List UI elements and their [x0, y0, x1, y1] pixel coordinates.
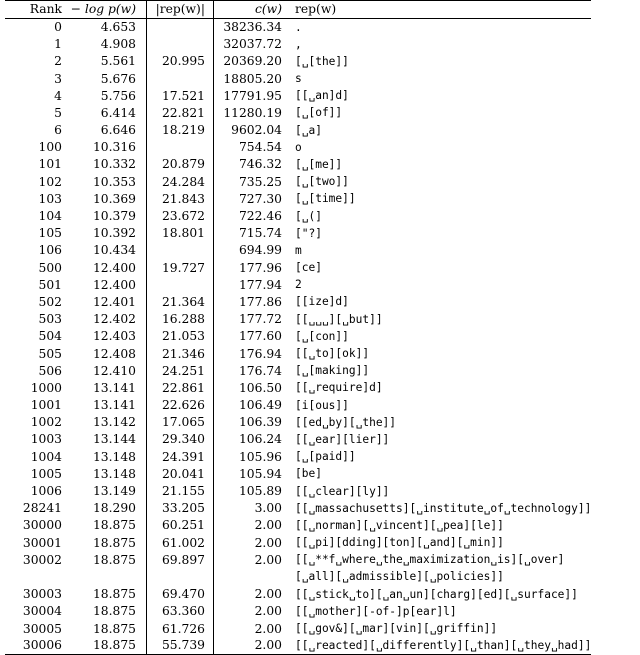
table-row — [5, 190, 591, 207]
cell-count: 2.00 — [254, 535, 282, 550]
cell-rep: [[␣mother][-of-]p[ear]l] — [295, 604, 457, 618]
cell-count: 2.00 — [254, 587, 282, 602]
cell-rank: 1006 — [30, 484, 62, 498]
cell-neg-log-p: 13.141 — [92, 380, 136, 395]
cell-rank: 106 — [38, 243, 62, 258]
cell-rep-length — [147, 36, 214, 53]
cell-rank: 505 — [38, 346, 62, 361]
table-row — [5, 139, 591, 156]
cell-rank: 1004 — [30, 449, 62, 464]
cell-rank: 506 — [38, 363, 62, 378]
table-row — [5, 534, 591, 551]
cell-neg-log-p: 10.332 — [92, 157, 136, 172]
cell-neg-log-p: 10.379 — [92, 209, 136, 223]
cell-rep: [[␣norman][␣vincent][␣pea][le]] — [295, 518, 504, 532]
cell-count: 106.50 — [238, 380, 282, 395]
cell-rep: [[␣massachusetts][␣institute␣of␣technology]] — [295, 501, 592, 515]
cell-rep-length: 19.727 — [147, 259, 214, 276]
cell-rep-length: 18.801 — [147, 225, 214, 242]
table-row — [5, 87, 591, 104]
cell-rep: [␣a] — [295, 123, 322, 137]
table-row — [5, 53, 591, 70]
cell-rep: [[␣reacted][␣differently][␣than][␣they␣had]] — [295, 638, 592, 652]
cell-rank: 5 — [54, 105, 62, 120]
cell-rank: 3 — [54, 71, 62, 86]
table-row — [5, 620, 591, 637]
cell-count: 177.96 — [238, 260, 282, 275]
cell-rep: [␣[making]] — [295, 364, 370, 378]
table-row — [5, 225, 591, 242]
cell-neg-log-p: 18.875 — [92, 535, 136, 550]
table-row — [5, 397, 591, 414]
table-row — [5, 208, 591, 225]
cell-rep-length — [147, 242, 214, 259]
header-count: c(w) — [254, 2, 282, 17]
cell-count: 32037.72 — [223, 37, 282, 52]
table-row — [5, 259, 591, 276]
cell-count: 106.24 — [238, 432, 282, 447]
cell-count: 177.60 — [238, 329, 282, 344]
cell-rep: [[␣**f␣where␣the␣maximization␣is][␣over] — [295, 553, 565, 567]
cell-rep-length: 16.288 — [147, 311, 214, 328]
table-row — [5, 603, 591, 620]
cell-rank: 504 — [38, 329, 62, 344]
cell-rank: 1005 — [30, 466, 62, 481]
cell-rank: 503 — [38, 312, 62, 327]
cell-rep-length: 60.251 — [147, 517, 214, 534]
table-row — [5, 156, 591, 173]
cell-count: 2.00 — [254, 552, 282, 567]
header-rep-length: |rep(w)| — [147, 1, 214, 19]
cell-rep-length: 22.821 — [147, 104, 214, 121]
table-row — [5, 276, 591, 293]
cell-count: 746.32 — [238, 157, 282, 172]
cell-rep-length: 69.470 — [147, 586, 214, 603]
cell-count: 11280.19 — [223, 105, 282, 120]
cell-rank: 1003 — [30, 432, 62, 447]
cell-neg-log-p: 12.410 — [92, 363, 136, 378]
cell-neg-log-p: 10.353 — [92, 174, 136, 189]
cell-neg-log-p: 13.144 — [92, 432, 136, 447]
cell-rank: 104 — [38, 209, 62, 223]
cell-rep: [[␣␣␣][␣but]] — [295, 312, 383, 326]
cell-neg-log-p: 13.141 — [92, 398, 136, 413]
cell-count: 715.74 — [238, 226, 282, 241]
cell-rep-length: 33.205 — [147, 500, 214, 517]
cell-rank: 6 — [54, 123, 62, 138]
cell-rep-length: 18.219 — [147, 122, 214, 139]
table-row — [5, 122, 591, 139]
cell-rep-length: 29.340 — [147, 431, 214, 448]
cell-rep: . — [295, 20, 302, 34]
cell-neg-log-p: 12.401 — [92, 294, 136, 309]
cell-rank: 501 — [38, 277, 62, 292]
cell-rep: [[␣require]d] — [295, 381, 383, 395]
cell-rank: 0 — [54, 20, 62, 35]
cell-rep-length: 20.041 — [147, 465, 214, 482]
cell-rep-length: 21.346 — [147, 345, 214, 362]
cell-count: 17791.95 — [223, 88, 282, 103]
cell-rep-length: 21.843 — [147, 190, 214, 207]
cell-rank: 502 — [38, 294, 62, 309]
cell-neg-log-p: 13.148 — [92, 449, 136, 464]
table-row — [5, 483, 591, 500]
cell-rep: [␣[two]] — [295, 175, 349, 189]
cell-rank: 30004 — [22, 604, 62, 619]
cell-neg-log-p: 12.403 — [92, 329, 136, 344]
cell-count: 754.54 — [238, 140, 282, 155]
cell-rep-length — [147, 19, 214, 36]
cell-rep: [␣[con]] — [295, 329, 349, 343]
cell-rep-length: 24.251 — [147, 362, 214, 379]
cell-neg-log-p: 18.875 — [92, 587, 136, 602]
table-row — [5, 36, 591, 53]
cell-neg-log-p: 13.148 — [92, 466, 136, 481]
cell-neg-log-p: 10.316 — [92, 140, 136, 155]
cell-rep: ["?] — [295, 226, 322, 240]
cell-rep: , — [295, 37, 302, 51]
cell-neg-log-p: 18.875 — [92, 621, 136, 636]
cell-neg-log-p: 13.149 — [92, 484, 136, 498]
table-row — [5, 328, 591, 345]
cell-rep-length: 21.364 — [147, 294, 214, 311]
cell-count: 106.49 — [238, 398, 282, 413]
cell-rep: [[␣to][ok]] — [295, 347, 370, 361]
cell-rep-length — [147, 70, 214, 87]
cell-rep: 2 — [295, 278, 302, 292]
cell-neg-log-p: 10.434 — [92, 243, 136, 258]
table-row — [5, 586, 591, 603]
cell-count: 727.30 — [238, 191, 282, 206]
cell-neg-log-p: 18.290 — [92, 501, 136, 516]
cell-count: 176.74 — [238, 363, 282, 378]
cell-count: 2.00 — [254, 518, 282, 533]
table-row — [5, 465, 591, 482]
cell-rep-length — [147, 139, 214, 156]
cell-rank: 500 — [38, 260, 62, 275]
results-table-container — [5, 0, 635, 655]
cell-rank: 4 — [54, 88, 62, 103]
cell-rep-length: 17.521 — [147, 87, 214, 104]
cell-neg-log-p: 10.369 — [92, 191, 136, 206]
cell-rep: [␣[paid]] — [295, 450, 356, 464]
cell-rank: 100 — [38, 140, 62, 155]
cell-rank: 30003 — [22, 587, 62, 602]
cell-rep: [[␣gov&][␣mar][vin][␣griffin]] — [295, 622, 498, 636]
cell-neg-log-p: 13.142 — [92, 415, 136, 430]
cell-rep: [␣[the]] — [295, 54, 349, 68]
cell-count: 18805.20 — [223, 71, 282, 86]
cell-rank: 1002 — [30, 415, 62, 430]
cell-rep-length — [147, 569, 214, 586]
cell-rank: 30005 — [22, 621, 62, 636]
cell-rep: [i[ous]] — [295, 398, 349, 412]
cell-rank: 102 — [38, 174, 62, 189]
cell-neg-log-p: 5.756 — [100, 88, 136, 103]
cell-neg-log-p: 18.875 — [92, 552, 136, 567]
cell-neg-log-p — [70, 569, 147, 586]
cell-count: 106.39 — [238, 415, 282, 430]
cell-rep: [[␣ear][lier]] — [295, 432, 390, 446]
table-body — [5, 19, 591, 655]
cell-neg-log-p: 5.561 — [100, 54, 136, 69]
cell-neg-log-p: 12.408 — [92, 346, 136, 361]
cell-rep: [␣all][␣admissible][␣policies]] — [295, 570, 504, 584]
cell-rep: [be] — [295, 467, 322, 481]
cell-count: 38236.34 — [223, 20, 282, 35]
cell-count: 722.46 — [238, 209, 282, 223]
table-row — [5, 173, 591, 190]
table-row — [5, 431, 591, 448]
cell-count: 105.89 — [238, 484, 282, 498]
cell-count: 176.94 — [238, 346, 282, 361]
cell-count: 3.00 — [254, 501, 282, 516]
cell-rank: 30000 — [22, 518, 62, 533]
table-row — [5, 294, 591, 311]
cell-count: 2.00 — [254, 621, 282, 636]
cell-rep: [[␣an]d] — [295, 89, 349, 103]
cell-count: 2.00 — [254, 638, 282, 653]
table-row — [5, 517, 591, 534]
cell-count: 177.86 — [238, 294, 282, 309]
cell-rank: 30002 — [22, 552, 62, 567]
cell-rep-length: 22.626 — [147, 397, 214, 414]
cell-neg-log-p: 4.908 — [100, 37, 136, 52]
cell-rep-length: 61.726 — [147, 620, 214, 637]
table-row — [5, 414, 591, 431]
cell-rank: 1 — [54, 37, 62, 52]
table-row — [5, 379, 591, 396]
cell-rank — [5, 569, 70, 586]
cell-rep-length: 21.053 — [147, 328, 214, 345]
cell-rank: 1000 — [30, 380, 62, 395]
cell-rep: m — [295, 243, 302, 257]
cell-rep-length: 22.861 — [147, 379, 214, 396]
cell-rep: [␣[of]] — [295, 106, 343, 120]
cell-rep-length: 20.879 — [147, 156, 214, 173]
cell-count — [214, 569, 292, 586]
table-row — [5, 242, 591, 259]
cell-rep-length: 63.360 — [147, 603, 214, 620]
cell-rep-length: 23.672 — [147, 208, 214, 225]
cell-count: 2.00 — [254, 604, 282, 619]
cell-rep: [ce] — [295, 261, 322, 275]
cell-rep-length: 21.155 — [147, 483, 214, 500]
cell-count: 694.99 — [238, 243, 282, 258]
table-header-row — [5, 1, 591, 19]
table-row — [5, 362, 591, 379]
token-statistics-table — [5, 0, 591, 655]
cell-neg-log-p: 4.653 — [100, 20, 136, 35]
cell-rep: [[␣clear][ly]] — [295, 484, 390, 498]
cell-rep-length: 24.391 — [147, 448, 214, 465]
cell-rep-length: 17.065 — [147, 414, 214, 431]
cell-rep: [[ize]d] — [295, 295, 349, 309]
cell-count: 177.94 — [238, 277, 282, 292]
cell-rep-length: 69.897 — [147, 551, 214, 568]
cell-neg-log-p: 5.676 — [100, 71, 136, 86]
cell-rep-length: 55.739 — [147, 637, 214, 654]
cell-rep-length: 20.995 — [147, 53, 214, 70]
table-row — [5, 19, 591, 36]
cell-rank: 30001 — [22, 535, 62, 550]
cell-count: 20369.20 — [223, 54, 282, 69]
table-row — [5, 70, 591, 87]
cell-rank: 105 — [38, 226, 62, 241]
cell-neg-log-p: 6.646 — [100, 123, 136, 138]
cell-count: 105.96 — [238, 449, 282, 464]
header-rank: Rank — [29, 2, 62, 17]
cell-rep-length: 24.284 — [147, 173, 214, 190]
cell-neg-log-p: 12.400 — [92, 277, 136, 292]
table-row — [5, 551, 591, 568]
cell-rank: 101 — [38, 157, 62, 172]
cell-rep-length — [147, 276, 214, 293]
cell-rep: [␣[time]] — [295, 192, 356, 206]
cell-neg-log-p: 18.875 — [92, 638, 136, 653]
table-row — [5, 311, 591, 328]
cell-rank: 2 — [54, 54, 62, 69]
cell-rep: [[␣stick␣to][␣an␣un][charg][ed][␣surface]] — [295, 587, 578, 601]
cell-count: 105.94 — [238, 466, 282, 481]
table-row — [5, 569, 591, 586]
table-row — [5, 345, 591, 362]
cell-rep-length: 61.002 — [147, 534, 214, 551]
cell-rep: [[␣pi][dding][ton][␣and][␣min]] — [295, 536, 504, 550]
cell-rank: 28241 — [22, 501, 62, 516]
cell-count: 9602.04 — [231, 123, 282, 138]
cell-neg-log-p: 10.392 — [92, 226, 136, 241]
cell-count: 735.25 — [238, 174, 282, 189]
cell-neg-log-p: 12.400 — [92, 260, 136, 275]
cell-rep: o — [295, 140, 302, 154]
cell-neg-log-p: 6.414 — [100, 105, 136, 120]
cell-rep: [[ed␣by][␣the]] — [295, 415, 397, 429]
cell-rep: [␣(] — [295, 209, 322, 223]
cell-rep: [␣[me]] — [295, 157, 343, 171]
cell-rank: 1001 — [30, 398, 62, 413]
cell-neg-log-p: 18.875 — [92, 604, 136, 619]
header-neg-log-p: − log p(w) — [70, 2, 136, 17]
cell-rank: 30006 — [22, 638, 62, 653]
table-row — [5, 448, 591, 465]
header-rep: rep(w) — [295, 2, 337, 17]
table-row — [5, 500, 591, 517]
cell-rank: 103 — [38, 191, 62, 206]
cell-count: 177.72 — [238, 312, 282, 327]
table-row — [5, 104, 591, 121]
cell-neg-log-p: 12.402 — [92, 312, 136, 327]
cell-rep: s — [295, 72, 302, 86]
cell-neg-log-p: 18.875 — [92, 518, 136, 533]
